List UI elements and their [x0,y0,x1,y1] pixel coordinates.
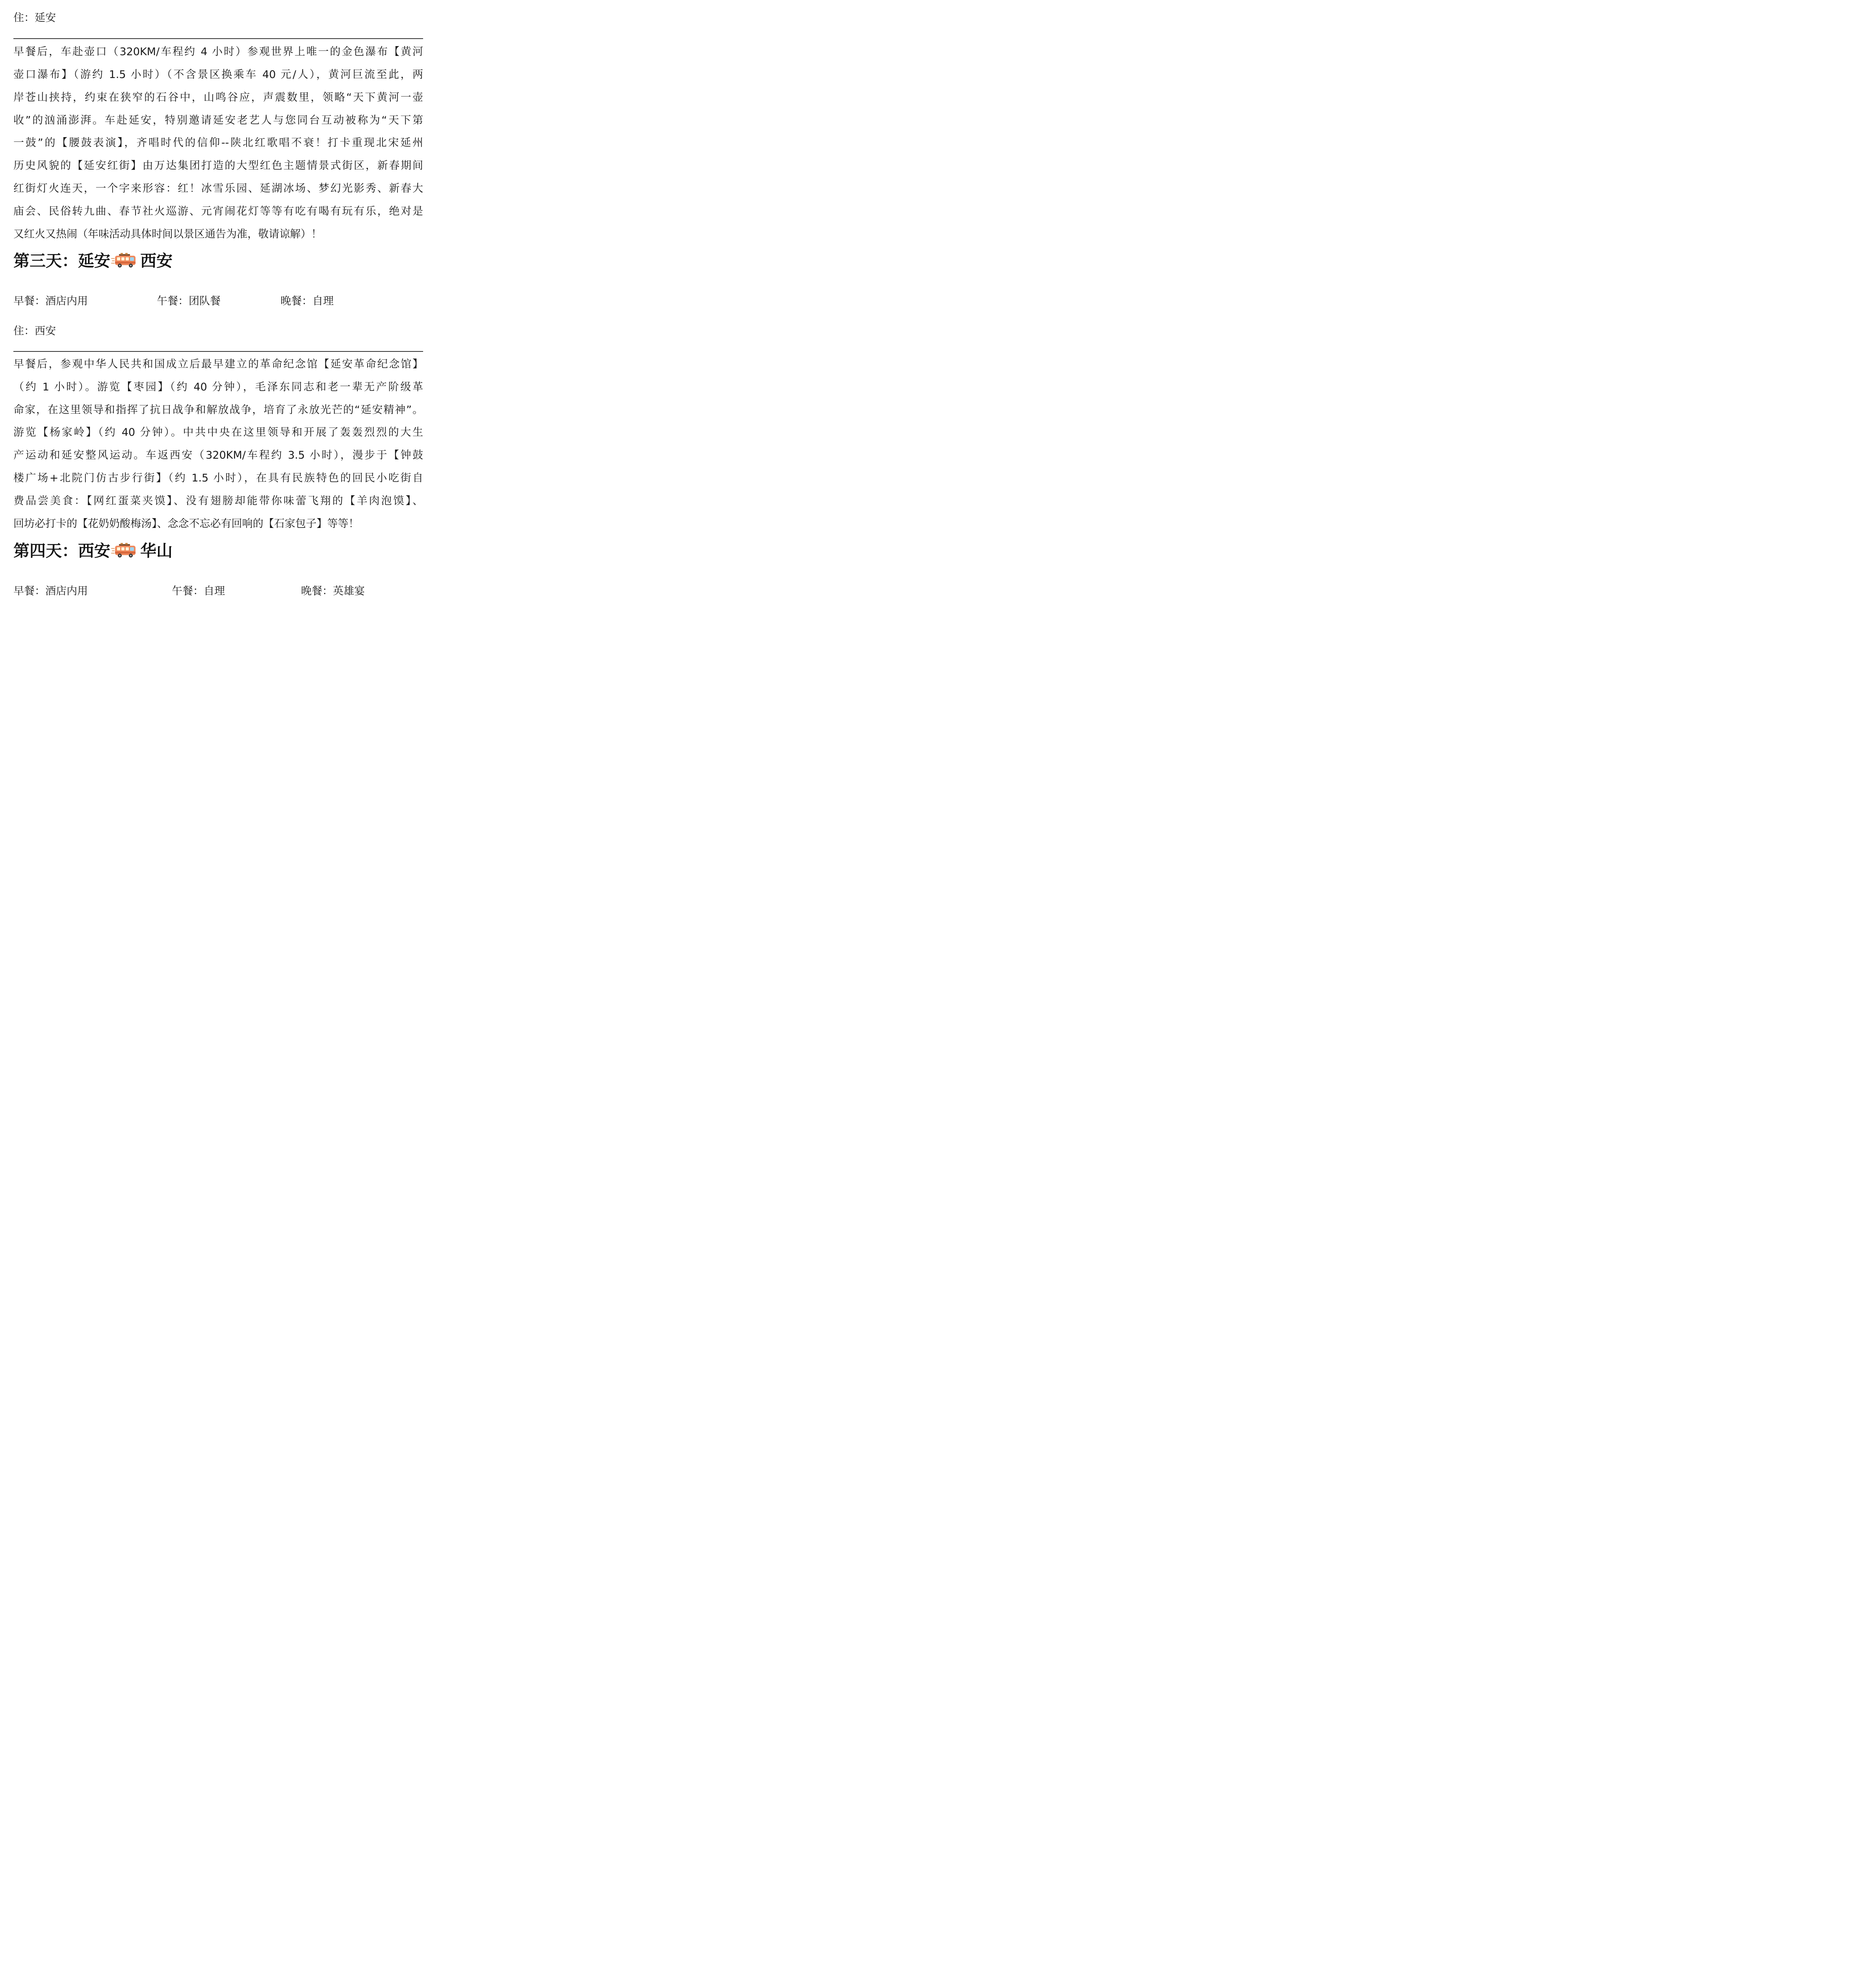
paragraph-line: 红街灯火连天，一个字来形容：红！冰雪乐园、延湖冰场、梦幻光影秀、新春大 [13,182,423,195]
day3-heading-start: 第三天：延安 [13,251,110,270]
breakfast-info: 早餐：酒店内用 [13,585,88,597]
paragraph-line: 早餐后，参观中华人民共和国成立后最早建立的革命纪念馆【延安革命纪念馆】 [13,358,423,370]
paragraph-line: 一鼓”的【腰鼓表演】，齐唱时代的信仰--陕北红歌唱不衰！打卡重现北宋延州 [13,137,423,149]
lunch-info: 午餐：自理 [172,585,225,597]
breakfast-info: 早餐：酒店内用 [13,295,88,307]
dinner-info: 晚餐：自理 [280,295,334,307]
paragraph-line: 历史风貌的【延安红街】由万达集团打造的大型红色主题情景式街区，新春期间 [13,160,423,172]
day4-heading [13,540,173,562]
paragraph-line: 早餐后，车赴壶口（320KM/车程约 4 小时）参观世界上唯一的金色瀑布【黄河 [13,46,423,58]
divider [13,351,423,352]
paragraph-line: 费品尝美食：【网红蛋菜夹馍】、没有翅膀却能带你味蕾飞翔的【羊肉泡馍】、 [13,495,423,507]
lodging-day3: 住：西安 [13,325,56,337]
day4-heading-start: 第四天：西安 [13,541,110,560]
bus-icon [111,543,139,559]
day4-heading-end: 华山 [140,541,173,560]
divider [13,38,423,39]
day3-heading-end: 西安 [140,251,173,270]
lunch-info: 午餐：团队餐 [157,295,221,307]
paragraph-line: 命家，在这里领导和指挥了抗日战争和解放战争，培育了永放光芒的“延安精神”。 [13,404,423,416]
day3-heading [13,250,173,272]
paragraph-line: 楼广场+北院门仿古步行街】（约 1.5 小时），在具有民族特色的回民小吃街自 [13,472,423,484]
dinner-info: 晚餐：英雄宴 [301,585,365,597]
paragraph-line: 产运动和延安整风运动。车返西安（320KM/车程约 3.5 小时），漫步于【钟鼓 [13,449,423,461]
paragraph-line: 壶口瀑布】（游约 1.5 小时）（不含景区换乘车 40 元/人），黄河巨流至此，两 [13,69,423,81]
paragraph-line: （约 1 小时）。游览【枣园】（约 40 分钟），毛泽东同志和老一辈无产阶级革 [13,381,423,393]
paragraph-line: 收”的汹涌澎湃。车赴延安，特别邀请延安老艺人与您同台互动被称为“天下第 [13,114,423,126]
paragraph-line: 庙会、民俗转九曲、春节社火巡游、元宵闹花灯等等有吃有喝有玩有乐，绝对是 [13,205,423,217]
paragraph-line: 岸苍山挟持，约束在狭窄的石谷中，山鸣谷应，声震数里，领略“天下黄河一壶 [13,91,423,104]
paragraph-line: 回坊必打卡的【花奶奶酸梅汤】、念念不忘必有回响的【石家包子】等等！ [13,518,359,530]
paragraph-line: 又红火又热闹（年味活动具体时间以景区通告为准，敬请谅解）！ [13,228,322,240]
lodging-day2: 住：延安 [13,12,56,24]
bus-icon [111,253,139,269]
paragraph-line: 游览【杨家岭】（约 40 分钟）。中共中央在这里领导和开展了轰轰烈烈的大生 [13,426,423,439]
